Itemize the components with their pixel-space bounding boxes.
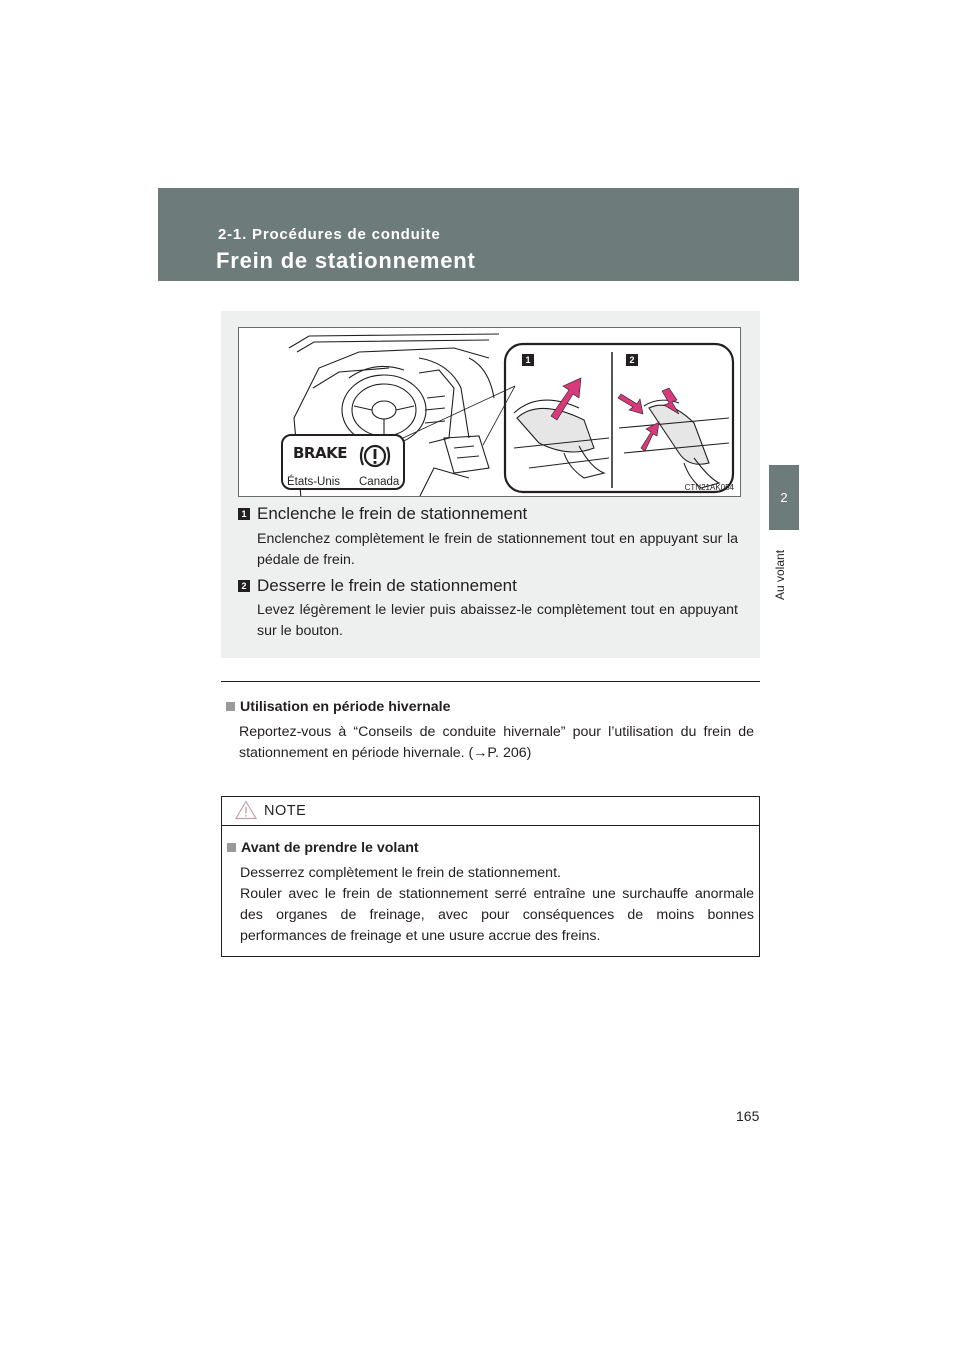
page-title: Frein de stationnement xyxy=(216,248,476,273)
note-subheading xyxy=(227,840,419,856)
note-box xyxy=(221,796,760,957)
winter-heading-text: Utilisation en période hivernale xyxy=(240,699,451,715)
step-1-title: Enclenche le frein de stationnement xyxy=(257,504,528,523)
brake-warning-icon xyxy=(359,440,391,472)
chapter-label: Au volant xyxy=(773,549,787,601)
page-number: 165 xyxy=(736,1108,760,1124)
note-subheading-text: Avant de prendre le volant xyxy=(241,840,419,856)
note-body xyxy=(240,863,754,947)
brake-word: BRAKE xyxy=(293,444,347,462)
step-1-tag: 1 xyxy=(238,508,250,520)
brake-warning-callout xyxy=(281,434,405,490)
illustration-step-1-tag: 1 xyxy=(522,354,534,366)
section-label: 2-1. Procédures de conduite xyxy=(218,226,441,243)
note-line-2: Rouler avec le frein de stationnement serré entraîne une surchauffe anormale des organes de freinage, avec pour conséquences de moins bonnes performances de freinage et une usure accrue des freins. xyxy=(240,886,754,944)
chapter-tab[interactable]: 2 xyxy=(769,465,799,530)
instruction-panel xyxy=(221,311,760,658)
step-1-description: Enclenchez complètement le frein de stationnement tout en appuyant sur la pédale de frein. xyxy=(257,531,738,568)
step-2-description: Levez légèrement le levier puis abaissez-le complètement tout en appuyant sur le bouton. xyxy=(257,602,738,639)
winter-text: Reportez-vous à “Conseils de conduite hivernale” pour l’utilisation du frein de stationnement en période hivernale. (→P. 206) xyxy=(239,724,754,761)
step-2-title: Desserre le frein de stationnement xyxy=(257,576,517,595)
figure-code: CTN21AK054 xyxy=(684,483,734,492)
note-label: NOTE xyxy=(264,803,307,819)
section-divider xyxy=(221,681,760,682)
note-header xyxy=(222,797,759,826)
header-band xyxy=(158,188,799,281)
illustration-step-2-tag: 2 xyxy=(626,354,638,366)
region-us-label: États-Unis xyxy=(287,476,341,488)
winter-heading xyxy=(226,699,451,715)
region-canada-label: Canada xyxy=(359,476,400,488)
warning-triangle-icon xyxy=(235,800,257,820)
square-bullet-icon xyxy=(227,843,236,852)
parking-brake-illustration xyxy=(238,327,741,497)
square-bullet-icon xyxy=(226,702,235,711)
note-line-1: Desserrez complètement le frein de stationnement. xyxy=(240,865,561,881)
step-2-tag: 2 xyxy=(238,580,250,592)
